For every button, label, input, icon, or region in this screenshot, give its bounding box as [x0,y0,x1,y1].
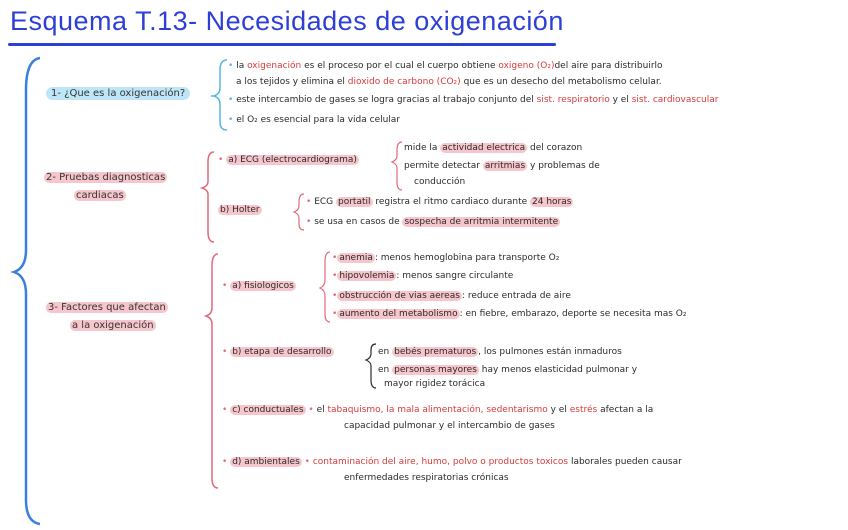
text: mide la [404,143,438,153]
highlight: arritmias [484,161,526,171]
highlight: hipovolemia [339,271,395,281]
term: oxigenación [247,61,302,71]
s2-label [44,172,167,183]
text: : menos sangre circulante [396,271,514,281]
term: dioxido de carbono (CO₂) [347,77,461,87]
text: a) fisiologicos [232,281,294,291]
s3-label-l2: a la oxigenación [72,320,154,331]
bullet-dot-icon: • [332,271,338,281]
bullet-dot-icon: • [218,155,224,165]
s3a-brace [320,252,330,322]
title-underline [8,43,556,46]
text: y problemas de [530,161,600,171]
s3b-label [222,346,334,359]
s3-label [46,302,168,313]
s3b-item-1 [378,346,622,359]
highlight: aumento del metabolismo [339,309,458,319]
s1-label [46,88,190,99]
bullet-dot-icon: • [332,291,338,301]
text: en [378,347,390,357]
s3a-item-2 [332,270,513,283]
text: la [236,61,245,71]
s1-bullet-3 [228,114,400,127]
term: contaminación del aire [312,457,416,467]
highlight: bebés prematuros [394,347,477,357]
s3a-item-3 [332,290,571,303]
text: hay menos elasticidad pulmonar y [481,365,638,375]
s3c-label: c) conductuales [232,405,304,415]
text: permite detectar [404,161,480,171]
text: el [316,405,325,415]
s2a-brace [392,142,402,190]
s3-brace [206,254,218,488]
s3c-row [222,404,653,417]
text: y el [612,95,629,105]
text: afectan a la [600,405,654,415]
text: registra el ritmo cardiaco durante [375,197,528,207]
bullet-dot-icon: • [306,197,312,207]
arrow-dot-icon: • [308,405,314,415]
text: , los pulmones están inmaduros [478,347,622,357]
s2-label-l2: cardiacas [76,190,124,201]
text: del corazon [530,143,583,153]
s3-label-line2 [70,320,156,331]
term: productos toxicos [488,457,569,467]
s1-bullet-1-line2 [236,76,662,89]
s1-brace [214,60,227,130]
text: en [378,365,390,375]
bullet-dot-icon: • [332,253,338,263]
text: laborales pueden causar [570,457,682,467]
s3d-label: d) ambientales [232,457,300,467]
term: estrés [569,405,598,415]
bullet-dot-icon: • [228,61,234,71]
s3b-item-2 [378,364,637,377]
s3c-line2: capacidad pulmonar y el intercambio de gases [344,421,555,431]
text: : reduce entrada de aire [461,291,571,301]
s2-label-l1: 2- Pruebas diagnosticas [46,172,166,183]
bullet-dot-icon: • [306,217,312,227]
s1-label-text: 1- ¿Que es la oxigenación? [46,87,190,100]
term: , humo, polvo o [415,457,486,467]
highlight: obstrucción de vias aereas [339,291,460,301]
bullet-dot-icon: • [222,405,228,415]
highlight: portatil [338,197,371,207]
bullet-dot-icon: • [222,347,228,357]
bullet-dot-icon: • [332,309,338,319]
term: sist. respiratorio [536,95,610,105]
s3a-item-4 [332,308,686,321]
text: que es un desecho del metabolismo celular. [463,77,662,87]
term: tabaquismo [327,405,381,415]
s1-bullet-2 [228,94,718,107]
bullet-dot-icon: • [222,457,228,467]
highlight: anemia [339,253,373,263]
s3b-item-2-line2: mayor rigidez torácica [384,379,486,389]
s3d-line2: enfermedades respiratorias crónicas [344,473,509,483]
main-brace [14,58,40,524]
s2b-item-2 [306,216,560,229]
s2-brace [202,152,214,242]
text: este intercambio de gases se logra gracias al trabajo conjunto del [236,95,534,105]
s3-label-l1: 3- Factores que afectan [48,302,166,313]
arrow-dot-icon: • [304,457,310,467]
highlight: sospecha de arritmia intermitente [404,217,559,227]
s2b-brace [294,194,304,230]
text: a los tejidos y elimina el [236,77,345,87]
term: oxigeno (O₂) [498,61,555,71]
bullet-dot-icon: • [222,281,228,291]
highlight: personas mayores [394,365,477,375]
highlight: actividad electrica [442,143,526,153]
term: , la mala alimentación [380,405,481,415]
s2a-item-2 [404,160,600,173]
term: , sedentarismo [480,405,548,415]
text: b) Holter [220,205,260,215]
highlight: 24 horas [532,197,572,207]
s3d-row [222,456,682,469]
s1-bullet-1 [228,60,663,73]
bullet-dot-icon: • [228,95,234,105]
text: del aire para distribuirlo [554,61,663,71]
s2a-item-1 [404,142,582,155]
s2b-item-1 [306,196,573,209]
text: : menos hemoglobina para transporte O₂ [374,253,560,263]
s2b-label [218,204,262,217]
text: b) etapa de desarrollo [232,347,332,357]
s3a-label [222,280,296,293]
s3b-brace [366,344,376,388]
bullet-dot-icon: • [228,115,234,125]
text: ECG [314,197,334,207]
s2a-item-2-line2: conducción [414,177,466,187]
text: a) ECG (electrocardiograma) [228,155,357,165]
text: se usa en casos de [314,217,400,227]
s2-label-line2 [74,190,126,201]
text: el O₂ es esencial para la vida celular [236,115,401,125]
s3a-item-1 [332,252,559,265]
text: y el [550,405,567,415]
text: : en fiebre, embarazo, deporte se necesita mas O₂ [459,309,687,319]
s2a-label [218,154,359,167]
text: es el proceso por el cual el cuerpo obtiene [304,61,496,71]
term: sist. cardiovascular [631,95,719,105]
page-title: Esquema T.13- Necesidades de oxigenación [10,6,564,36]
